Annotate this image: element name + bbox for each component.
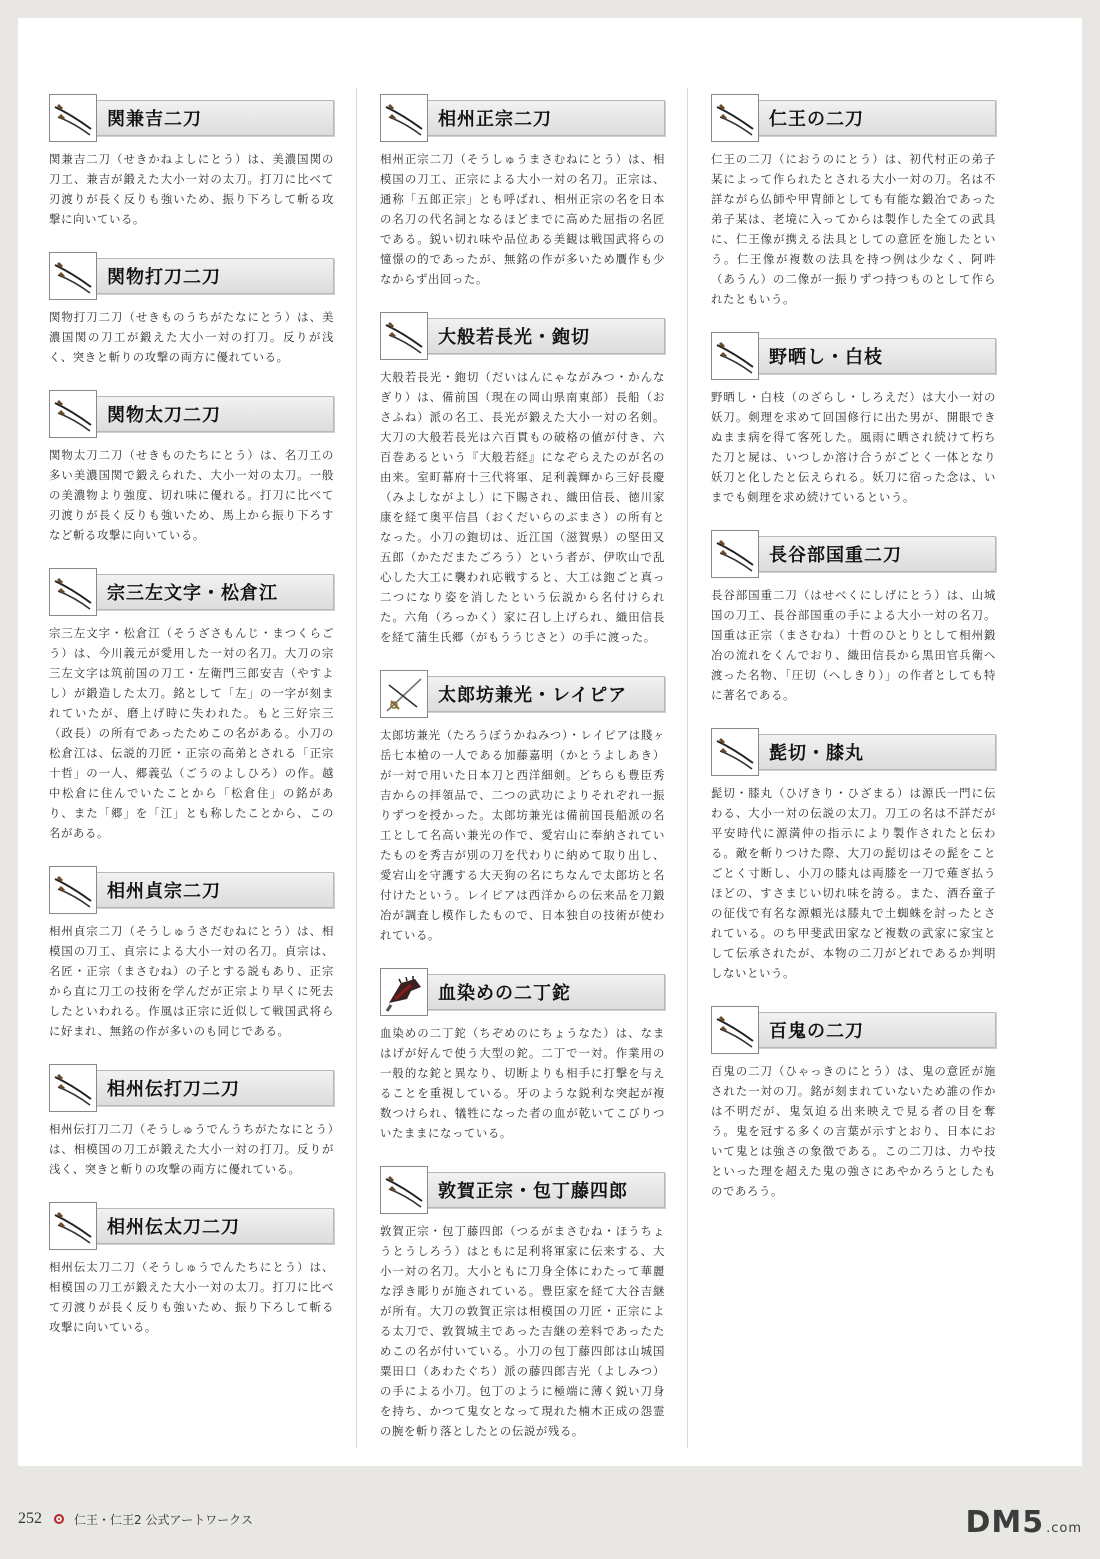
twin-swords-icon: [711, 332, 759, 380]
page-footer: [18, 1510, 253, 1528]
entry-header: [49, 251, 334, 301]
weapon-entry: [49, 567, 334, 843]
entry-title: 関物太刀二刀: [93, 396, 334, 432]
entry-title: 相州正宗二刀: [424, 100, 665, 136]
weapon-entry: [49, 389, 334, 545]
page: [18, 18, 1082, 1466]
weapon-entry: [711, 93, 996, 309]
entry-title: 仁王の二刀: [755, 100, 996, 136]
entry-description: 相州正宗二刀（そうしゅうまさむねにとう）は、相模国の刀工、正宗による大小一対の名刀。正宗は、通称「五郎正宗」とも呼ばれ、相州正宗の名を日本の名刀の代名詞となるほどまでに高めた屈指の名匠である。鋭い切れ味や品位ある美観は戦国武将らの憧憬の的であったが、無銘の作が多いため贋作も少なからず出回った。: [380, 152, 665, 286]
entry-title: 百鬼の二刀: [755, 1012, 996, 1048]
watermark-logo: [965, 1505, 1082, 1540]
twin-swords-icon: [711, 1006, 759, 1054]
entry-title: 敦賀正宗・包丁藤四郎: [424, 1172, 665, 1208]
entry-title: 血染めの二丁鉈: [424, 974, 665, 1010]
entry-title: 宗三左文字・松倉江: [93, 574, 334, 610]
twin-swords-icon: [711, 728, 759, 776]
twin-swords-icon: [380, 1166, 428, 1214]
column-divider: [356, 88, 357, 1448]
bloody-hatchet-icon: [380, 968, 428, 1016]
entry-header: [380, 311, 665, 361]
twin-swords-icon: [49, 252, 97, 300]
column-divider: [687, 88, 688, 1448]
twin-swords-icon: [49, 568, 97, 616]
entry-description: 関兼吉二刀（せきかねよしにとう）は、美濃国関の刀工、兼吉が鍛えた大小一対の太刀。打刀に比べて刃渡りが長く反りも強いため、振り下ろして斬る攻撃に向いている。: [49, 152, 334, 226]
entry-description: 仁王の二刀（におうのにとう）は、初代村正の弟子某によって作られたとされる大小一対の刀。名は不詳ながら仏師や甲冑師としても有能な鍛冶であった弟子某は、老境に入ってからは製作した全ての武具に、仁王像が携える法具としての意匠を施したという。仁王像が複数の法具を持つ例は少なく、阿吽（あうん）の二像が一振りずつ持つものとして作られたともいう。: [711, 152, 996, 306]
twin-swords-icon: [49, 1064, 97, 1112]
watermark-text: DM5: [965, 1505, 1045, 1540]
weapon-entry: [49, 1063, 334, 1179]
entry-title: 大般若長光・鉋切: [424, 318, 665, 354]
entry-title: 相州伝太刀二刀: [93, 1208, 334, 1244]
weapon-entry: [49, 1201, 334, 1337]
entry-header: [711, 727, 996, 777]
weapon-entry: [711, 529, 996, 705]
page-number: 252: [18, 1510, 42, 1527]
entry-header: [711, 93, 996, 143]
entry-header: [49, 865, 334, 915]
entry-title: 太郎坊兼光・レイピア: [424, 676, 665, 712]
weapon-entry: [380, 311, 665, 647]
weapon-entry: [380, 1165, 665, 1441]
entry-header: [380, 1165, 665, 1215]
entry-title: 関物打刀二刀: [93, 258, 334, 294]
twin-swords-icon: [711, 530, 759, 578]
entry-header: [49, 567, 334, 617]
twin-swords-icon: [380, 94, 428, 142]
entry-header: [49, 93, 334, 143]
entry-title: 相州貞宗二刀: [93, 872, 334, 908]
weapon-entry: [380, 967, 665, 1143]
watermark-domain: .com: [1046, 1521, 1082, 1536]
weapon-entry: [711, 1005, 996, 1201]
emblem-icon: [54, 1514, 64, 1524]
entry-header: [380, 967, 665, 1017]
twin-swords-icon: [49, 1202, 97, 1250]
entry-header: [49, 1063, 334, 1113]
book-title: 仁王・仁王2 公式アートワークス: [74, 1512, 253, 1527]
twin-swords-icon: [711, 94, 759, 142]
entry-header: [711, 331, 996, 381]
weapon-entry: [380, 669, 665, 945]
weapon-entry: [380, 93, 665, 289]
column-left: [49, 93, 334, 1359]
weapon-entry: [711, 331, 996, 507]
rapier-icon: [380, 670, 428, 718]
entry-title: 野晒し・白枝: [755, 338, 996, 374]
entry-description: 相州貞宗二刀（そうしゅうさだむねにとう）は、相模国の刀工、貞宗による大小一対の名刀。貞宗は、名匠・正宗（まさむね）の子とする説もあり、正宗から直に刀工の技術を学んだが正宗より早くに死去したといわれる。作風は正宗に近似して戦国武将らに好まれ、無銘の作が多いのも同じである。: [49, 924, 334, 1038]
entry-description: 野晒し・白枝（のざらし・しろえだ）は大小一対の妖刀。剣理を求めて回国修行に出た男が、開眼できぬまま病を得て客死した。風雨に晒され続けて朽ちた刀と屍は、いつしか溶け合うがごとく一体となり妖刀と化したと伝えられる。妖刀に宿った念は、いまでも剣理を求め続けているという。: [711, 390, 996, 504]
entry-title: 関兼吉二刀: [93, 100, 334, 136]
entry-description: 大般若長光・鉋切（だいはんにゃながみつ・かんなぎり）は、備前国（現在の岡山県南東部）長船（おさふね）派の名工、長光が鍛えた大小一対の名剣。大刀の大般若長光は六百貫もの破格の値が付き、六百巻あるという『大般若経』になぞらえたのが名の由来。室町幕府十三代将軍、足利義輝から三好長慶（みよしながよし）に下賜され、織田信長、徳川家康を経て奥平信昌（おくだいらのぶまさ）の所有となった。小刀の鉋切は、近江国（滋賀県）の堅田又五郎（かただまたごろう）という者が、伊吹山で乱心した大工に襲われ応戦すると、大工は鉋ごと真っ二つになり姿を消したという伝説から名付けられた。六角（ろっかく）家に召し上げられ、織田信長を経て蒲生氏郷（がもううじさと）の手に渡った。: [380, 370, 665, 644]
entry-description: 宗三左文字・松倉江（そうざさもんじ・まつくらごう）は、今川義元が愛用した一対の名刀。大刀の宗三左文字は筑前国の刀工・左衛門三郎安吉（やすよし）が鍛造した太刀。銘として「左」の一字が刻まれていたが、磨上げ時に失われた。もと三好宗三（政長）の所有であったためこの名がある。小刀の松倉江は、伝説的刀匠・正宗の高弟とされる「正宗十哲」の一人、郷義弘（ごうのよしひろ）の作。越中松倉に住んでいたことから「松倉住」の銘があり、また「郷」を「江」とも称したことから、この名がある。: [49, 626, 334, 840]
column-middle: [380, 93, 665, 1463]
entry-description: 血染めの二丁鉈（ちぞめのにちょうなた）は、なまはげが好んで使う大型の鉈。二丁で一対。作業用の一般的な鉈と異なり、切断よりも相手に打撃を与えることを重視している。牙のような鋭利な突起が複数つけられ、犠牲になった者の血が乾いてこびりついたままになっている。: [380, 1026, 665, 1140]
entry-description: 百鬼の二刀（ひゃっきのにとう）は、鬼の意匠が施された一対の刀。銘が刻まれていないため誰の作かは不明だが、鬼気迫る出来映えで見る者の目を奪う。鬼を冠する多くの言葉が示すとおり、日本において鬼とは強さの象徴である。この二刀は、力や技といった理を超えた鬼の強さにあやかろうとしたものであろう。: [711, 1064, 996, 1198]
entry-title: 髭切・膝丸: [755, 734, 996, 770]
entry-description: 髭切・膝丸（ひげきり・ひざまる）は源氏一門に伝わる、大小一対の伝説の太刀。刀工の名は不詳だが平安時代に源満仲の指示により製作されたと伝わる。敵を斬りつけた際、大刀の髭切はその髭をことごとく寸断し、小刀の膝丸は両膝を一刀で薙ぎ払うほどの、すさまじい切れ味を誇る。また、酒呑童子の征伐で有名な源頼光は膝丸で土蜘蛛を討ったとされている。のち甲斐武田家など複数の武家に家宝として伝承されたが、本物の二刀がどれであるか判明しないという。: [711, 786, 996, 980]
entry-title: 相州伝打刀二刀: [93, 1070, 334, 1106]
column-right: [711, 93, 996, 1223]
weapon-entry: [49, 251, 334, 367]
entry-header: [380, 93, 665, 143]
twin-swords-icon: [380, 312, 428, 360]
entry-header: [380, 669, 665, 719]
entry-description: 太郎坊兼光（たろうぼうかねみつ）・レイピアは賤ヶ岳七本槍の一人である加藤嘉明（かとうよしあき）が一対で用いた日本刀と西洋細剣。どちらも豊臣秀吉からの拝領品で、二つの武功によりそれぞれ一振りずつを授かった。太郎坊兼光は備前国長船派の名工として名高い兼光の作で、愛宕山に奉納されていたものを秀吉が別の刀を代わりに納めて取り出し、愛宕山を守護する大天狗の名にちなんで太郎坊と名付けたという。レイピアは西洋からの伝来品を刀鍛冶が調査し模作したもので、日本独自の技術が使われている。: [380, 728, 665, 942]
entry-header: [49, 389, 334, 439]
twin-swords-icon: [49, 94, 97, 142]
entry-description: 敦賀正宗・包丁藤四郎（つるがまさむね・ほうちょうとうしろう）はともに足利将軍家に伝来する、大小一対の名刀。大小ともに刀身全体にわたって華麗な浮き彫りが施されている。豊臣家を経て大谷吉継が所有。大刀の敦賀正宗は相模国の刀匠・正宗による太刀で、敦賀城主であった吉継の差料であったためこの名が付いている。小刀の包丁藤四郎は山城国粟田口（あわたぐち）派の藤四郎吉光（よしみつ）の手による小刀。包丁のように極端に薄く鋭い刀身を持ち、かつて鬼女となって現れた楠木正成の怨霊の腕を斬り落としたとの伝説が残る。: [380, 1224, 665, 1438]
entry-header: [49, 1201, 334, 1251]
twin-swords-icon: [49, 866, 97, 914]
entry-description: 相州伝打刀二刀（そうしゅうでんうちがたなにとう）は、相模国の刀工が鍛えた大小一対の打刀。反りが浅く、突きと斬りの攻撃の両方に優れている。: [49, 1122, 334, 1176]
entry-description: 関物打刀二刀（せきものうちがたなにとう）は、美濃国関の刀工が鍛えた大小一対の打刀。反りが浅く、突きと斬りの攻撃の両方に優れている。: [49, 310, 334, 364]
entry-description: 関物太刀二刀（せきものたちにとう）は、名刀工の多い美濃国関で鍛えられた、大小一対の太刀。一般の美濃物より強度、切れ味に優れる。打刀に比べて刃渡りが長く反りも強いため、馬上から振り下ろすなど斬る攻撃に向いている。: [49, 448, 334, 542]
entry-header: [711, 529, 996, 579]
entry-description: 相州伝太刀二刀（そうしゅうでんたちにとう）は、相模国の刀工が鍛えた大小一対の太刀。打刀に比べて刃渡りが長く反りも強いため、振り下ろして斬る攻撃に向いている。: [49, 1260, 334, 1334]
twin-swords-icon: [49, 390, 97, 438]
entry-header: [711, 1005, 996, 1055]
weapon-entry: [711, 727, 996, 983]
weapon-entry: [49, 93, 334, 229]
weapon-entry: [49, 865, 334, 1041]
entry-description: 長谷部国重二刀（はせべくにしげにとう）は、山城国の刀工、長谷部国重の手による大小一対の名刀。国重は正宗（まさむね）十哲のひとりとして相州鍛冶の流れをくんでおり、織田信長から黒田官兵衛へ渡った名物、「圧切（へしきり）」の作者としても特に著名である。: [711, 588, 996, 702]
entry-title: 長谷部国重二刀: [755, 536, 996, 572]
